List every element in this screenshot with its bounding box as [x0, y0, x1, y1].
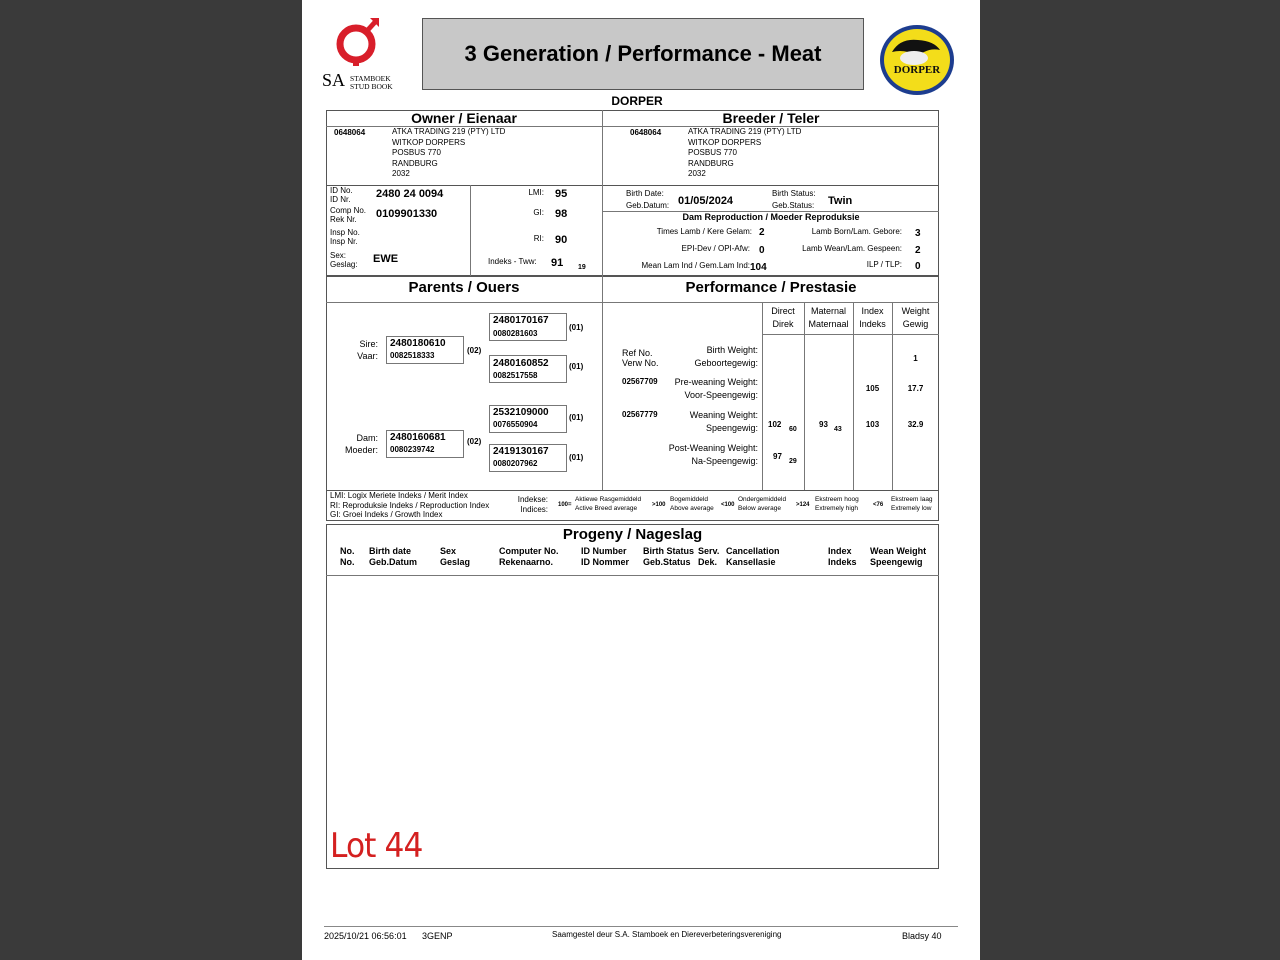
col-direct-header — [762, 305, 804, 331]
label-text: ID Nr. — [330, 195, 351, 204]
ri-label: RI: — [533, 234, 544, 243]
header-text: No. — [340, 556, 355, 567]
header-text: Gewig — [902, 319, 929, 329]
label-text: Birth Date: — [626, 189, 664, 198]
legend-desc-gt124 — [815, 495, 859, 513]
owner-line: POSBUS 770 — [392, 148, 441, 157]
footer-report-code: 3GENP — [422, 931, 453, 941]
header-text: Geb.Datum — [369, 556, 418, 567]
insp-label — [330, 228, 360, 246]
sire-code: (02) — [467, 346, 482, 355]
sire-sire-id: 2480170167 — [493, 315, 549, 326]
header-text: Dek. — [698, 556, 718, 567]
divider — [470, 185, 471, 276]
owner-line: RANDBURG — [392, 158, 438, 168]
header-text: Wean Weight — [870, 546, 927, 556]
label-text: Verw No. — [622, 358, 659, 368]
pre-wean-weight: 17.7 — [907, 384, 924, 393]
label-text: Birth Status: — [772, 189, 816, 198]
label-text: Na-Speengewig: — [691, 456, 758, 466]
progeny-col-serv — [698, 546, 719, 567]
post-wean-direct: 97 — [773, 452, 782, 461]
label-text: Post-Weaning Weight: — [668, 443, 758, 453]
header-text: Maternal — [810, 306, 846, 316]
header-text: Birth date — [369, 546, 412, 556]
legend-key-gt124: >124 — [796, 502, 810, 508]
legend-desc-lt76 — [891, 495, 933, 513]
label-text: Birth Weight: — [706, 345, 758, 355]
dam-comp: 0080239742 — [390, 445, 435, 454]
header-text: Birth Status — [643, 546, 695, 556]
sire-label — [332, 338, 378, 362]
wean-ref: 02567779 — [622, 410, 658, 419]
epi-label: EPI-Dev / OPI-Afw: — [681, 244, 750, 253]
legend-text: Aktiewe Rasgemiddeld — [575, 496, 642, 503]
id-value: 2480 24 0094 — [376, 188, 444, 200]
legend-line: LMI: Logix Meriete Indeks / Merit Index — [330, 491, 468, 500]
birth-weight-value: 1 — [913, 354, 918, 363]
progeny-col-birth-date — [369, 546, 417, 567]
logo-sa-text: SA — [322, 70, 346, 90]
header-text: ID Number — [581, 546, 627, 556]
progeny-col-id-number — [581, 546, 629, 567]
divider — [326, 575, 939, 576]
label-text: Geb.Datum: — [626, 201, 670, 210]
dam-sire-comp: 0076550904 — [493, 420, 538, 429]
header-text: Index — [828, 546, 852, 556]
divider — [762, 334, 939, 335]
breeder-line: POSBUS 770 — [688, 148, 737, 157]
legend-text: Ondergemiddeld — [738, 496, 787, 503]
mean-lam-label: Mean Lam Ind / Gem.Lam Ind: — [641, 261, 750, 270]
progeny-col-birth-status — [643, 546, 694, 567]
footer-page-number: Bladsy 40 — [902, 931, 942, 941]
breed-name: DORPER — [611, 94, 663, 108]
legend-line: GI: Groei Indeks / Growth Index — [330, 510, 443, 519]
sire-comp: 0082518333 — [390, 351, 435, 360]
logo-stamboek-text: STAMBOEK — [350, 74, 391, 83]
legend-text: Ekstreem hoog — [815, 496, 859, 503]
wean-maternal: 93 — [819, 420, 828, 429]
divider — [762, 302, 939, 303]
sex-label — [330, 251, 358, 269]
lamb-wean-value: 2 — [915, 245, 921, 256]
dam-repro-heading: Dam Reproduction / Moeder Reproduksie — [682, 212, 860, 222]
dam-label — [332, 432, 378, 456]
label-text: Ref No. — [622, 348, 653, 358]
tww-value: 91 — [551, 257, 564, 269]
label-text: Speengewig: — [705, 423, 758, 433]
wean-maternal-sub: 43 — [834, 426, 842, 433]
birth-date-value: 01/05/2024 — [678, 195, 734, 207]
owner-line: WITKOP DORPERS — [392, 137, 466, 147]
header-text: Geb.Status — [643, 556, 691, 567]
legend-key-100: 100= — [558, 502, 572, 508]
lmi-value: 95 — [555, 188, 568, 200]
dam-id: 2480160681 — [390, 432, 446, 443]
post-wean-direct-sub: 29 — [789, 458, 797, 465]
dorper-badge-text: DORPER — [893, 64, 941, 76]
legend-key-gt100: >100 — [652, 502, 666, 508]
document-page — [302, 0, 980, 960]
times-lamb-label: Times Lamb / Kere Gelam: — [656, 227, 752, 236]
header-text: Serv. — [698, 546, 720, 556]
ri-value: 90 — [555, 234, 568, 246]
label-text: Moeder: — [344, 445, 378, 455]
footer-compiled-by: Saamgestel deur S.A. Stamboek en Diereverbeteringsvereniging — [552, 930, 782, 939]
progeny-col-sex — [440, 546, 470, 567]
legend-text: Below average — [738, 505, 781, 512]
pre-wean-label — [632, 376, 758, 402]
mean-lam-value: 104 — [750, 262, 767, 273]
label-text: Comp No. — [330, 206, 367, 215]
col-maternal-header — [804, 305, 853, 331]
birth-weight-label — [632, 344, 758, 370]
performance-heading: Performance / Prestasie — [685, 279, 857, 296]
lamb-born-value: 3 — [915, 228, 921, 239]
header-text: Index — [861, 306, 884, 316]
progeny-heading: Progeny / Nageslag — [562, 526, 703, 543]
label-text: Indices: — [520, 505, 548, 514]
breeder-line: 2032 — [688, 169, 706, 178]
label-text: Rek Nr. — [330, 215, 357, 224]
label-text: Geslag: — [330, 260, 358, 269]
dorper-sheep-icon — [878, 24, 956, 96]
header-text: Direk — [772, 319, 794, 329]
label-text: Pre-weaning Weight: — [674, 377, 758, 387]
label-text: ID No. — [330, 186, 353, 195]
header-text: Indeks — [859, 319, 886, 329]
owner-line: ATKA TRADING 219 (PTY) LTD — [392, 127, 506, 136]
legend-text: Above average — [670, 505, 714, 512]
legend-index-list — [330, 491, 489, 520]
progeny-col-computer-no — [499, 546, 559, 567]
legend-text: Extremely low — [891, 505, 932, 512]
label-text: Geboortegewig: — [694, 358, 758, 368]
ilp-value: 0 — [915, 261, 921, 272]
sire-sire-comp: 0080281603 — [493, 329, 538, 338]
lamb-born-label: Lamb Born/Lam. Gebore: — [811, 227, 902, 236]
header-text: Computer No. — [499, 546, 559, 556]
pre-wean-ref: 02567709 — [622, 377, 658, 386]
pre-wean-index: 105 — [865, 384, 880, 393]
progeny-col-wean-weight — [870, 546, 926, 567]
progeny-col-no — [340, 546, 355, 567]
header-text: Cancellation — [726, 546, 780, 556]
dam-dam-id: 2419130167 — [493, 446, 549, 457]
footer-divider — [324, 926, 958, 927]
logo-studbook-text: STUD BOOK — [350, 82, 393, 91]
label-text: Indekse: — [517, 495, 548, 504]
header-text: Kansellasie — [726, 556, 776, 567]
wean-direct-sub: 60 — [789, 426, 797, 433]
header-text: ID Nommer — [581, 556, 630, 567]
label-text: Sire: — [359, 339, 378, 349]
wean-index: 103 — [865, 420, 880, 429]
breeder-heading: Breeder / Teler — [722, 110, 820, 126]
dorper-badge — [878, 24, 956, 96]
header-text: Rekenaarno. — [499, 556, 554, 567]
dam-sire-id: 2532109000 — [493, 407, 549, 418]
breeder-line: ATKA TRADING 219 (PTY) LTD — [688, 127, 802, 136]
parents-heading: Parents / Ouers — [408, 279, 520, 296]
sire-sire-code: (01) — [569, 323, 584, 332]
dam-dam-comp: 0080207962 — [493, 459, 538, 468]
legend-desc-100 — [575, 495, 641, 513]
sire-id: 2480180610 — [390, 338, 446, 349]
sex-value: EWE — [373, 253, 399, 265]
legend-text: Active Breed average — [575, 505, 638, 512]
label-text: Insp Nr. — [330, 237, 358, 246]
legend-desc-gt100 — [670, 495, 714, 513]
divider — [602, 302, 762, 303]
col-weight-header — [892, 305, 939, 331]
owner-line: 2032 — [392, 169, 410, 178]
legend-indekse-label — [502, 495, 548, 515]
sire-dam-id: 2480160852 — [493, 358, 549, 369]
birth-status-label — [772, 188, 816, 212]
dam-dam-code: (01) — [569, 453, 584, 462]
legend-text: Ekstreem laag — [891, 496, 933, 503]
divider — [326, 302, 602, 303]
progeny-col-cancellation — [726, 546, 780, 567]
label-text: Weaning Weight: — [689, 410, 758, 420]
dam-code: (02) — [467, 437, 482, 446]
col-index-header — [853, 305, 892, 331]
ilp-label: ILP / TLP: — [866, 260, 902, 269]
header-text: Maternaal — [808, 319, 849, 329]
header-text: Weight — [901, 306, 930, 316]
label-text: Vaar: — [357, 351, 378, 361]
legend-desc-lt100 — [738, 495, 786, 513]
breeder-code: 0648064 — [630, 128, 662, 137]
label-text: Dam: — [356, 433, 378, 443]
lamb-wean-label: Lamb Wean/Lam. Gespeen: — [802, 244, 902, 253]
breeder-address — [688, 127, 801, 180]
title-box — [422, 18, 864, 90]
post-wean-label — [632, 442, 758, 468]
label-text: Sex: — [330, 251, 347, 260]
comp-value: 0109901330 — [376, 208, 438, 220]
owner-code: 0648064 — [334, 128, 366, 137]
footer-timestamp: 2025/10/21 06:56:01 — [324, 931, 407, 941]
breeder-line: RANDBURG — [688, 158, 734, 168]
gi-label: GI: — [533, 208, 544, 217]
header-text: Geslag — [440, 556, 471, 567]
label-text: Insp No. — [330, 228, 360, 237]
birth-date-label — [626, 188, 669, 212]
sire-dam-comp: 0082517558 — [493, 371, 538, 380]
legend-text: Bogemiddeld — [670, 496, 708, 503]
header-text: Sex — [440, 546, 457, 556]
label-text: Geb.Status: — [772, 201, 815, 210]
tww-label: Indeks - Tww: — [488, 257, 537, 266]
wean-weight: 32.9 — [907, 420, 924, 429]
owner-address — [392, 127, 505, 180]
sire-dam-code: (01) — [569, 362, 584, 371]
logo-symbol-icon — [322, 16, 398, 66]
sa-studbook-logo — [322, 16, 398, 94]
epi-value: 0 — [759, 245, 765, 256]
wean-label — [632, 409, 758, 435]
header-text: Speengewig — [870, 556, 923, 567]
gi-value: 98 — [555, 208, 568, 220]
progeny-col-index — [828, 546, 857, 567]
divider — [602, 276, 603, 491]
wean-direct: 102 — [768, 420, 782, 429]
times-lamb-value: 2 — [759, 227, 765, 238]
header-text: Direct — [771, 306, 795, 316]
header-text: Indeks — [828, 556, 857, 567]
id-label — [330, 186, 353, 204]
header-text: No. — [340, 546, 355, 556]
tww-sub: 19 — [578, 264, 586, 271]
page-title: 3 Generation / Performance - Meat — [464, 41, 822, 66]
comp-label — [330, 206, 366, 224]
breeder-line: WITKOP DORPERS — [688, 137, 762, 147]
lot-annotation: Lot 44 — [330, 826, 423, 866]
lmi-label: LMI: — [528, 188, 544, 197]
legend-key-lt100: <100 — [721, 502, 735, 508]
dam-sire-code: (01) — [569, 413, 584, 422]
owner-heading: Owner / Eienaar — [411, 110, 517, 126]
legend-line: RI: Reproduksie Indeks / Reproduction Index — [330, 500, 490, 510]
legend-key-lt76: <76 — [873, 502, 884, 508]
label-text: Voor-Speengewig: — [684, 390, 758, 400]
legend-text: Extremely high — [815, 505, 858, 512]
birth-status-value: Twin — [828, 195, 853, 207]
